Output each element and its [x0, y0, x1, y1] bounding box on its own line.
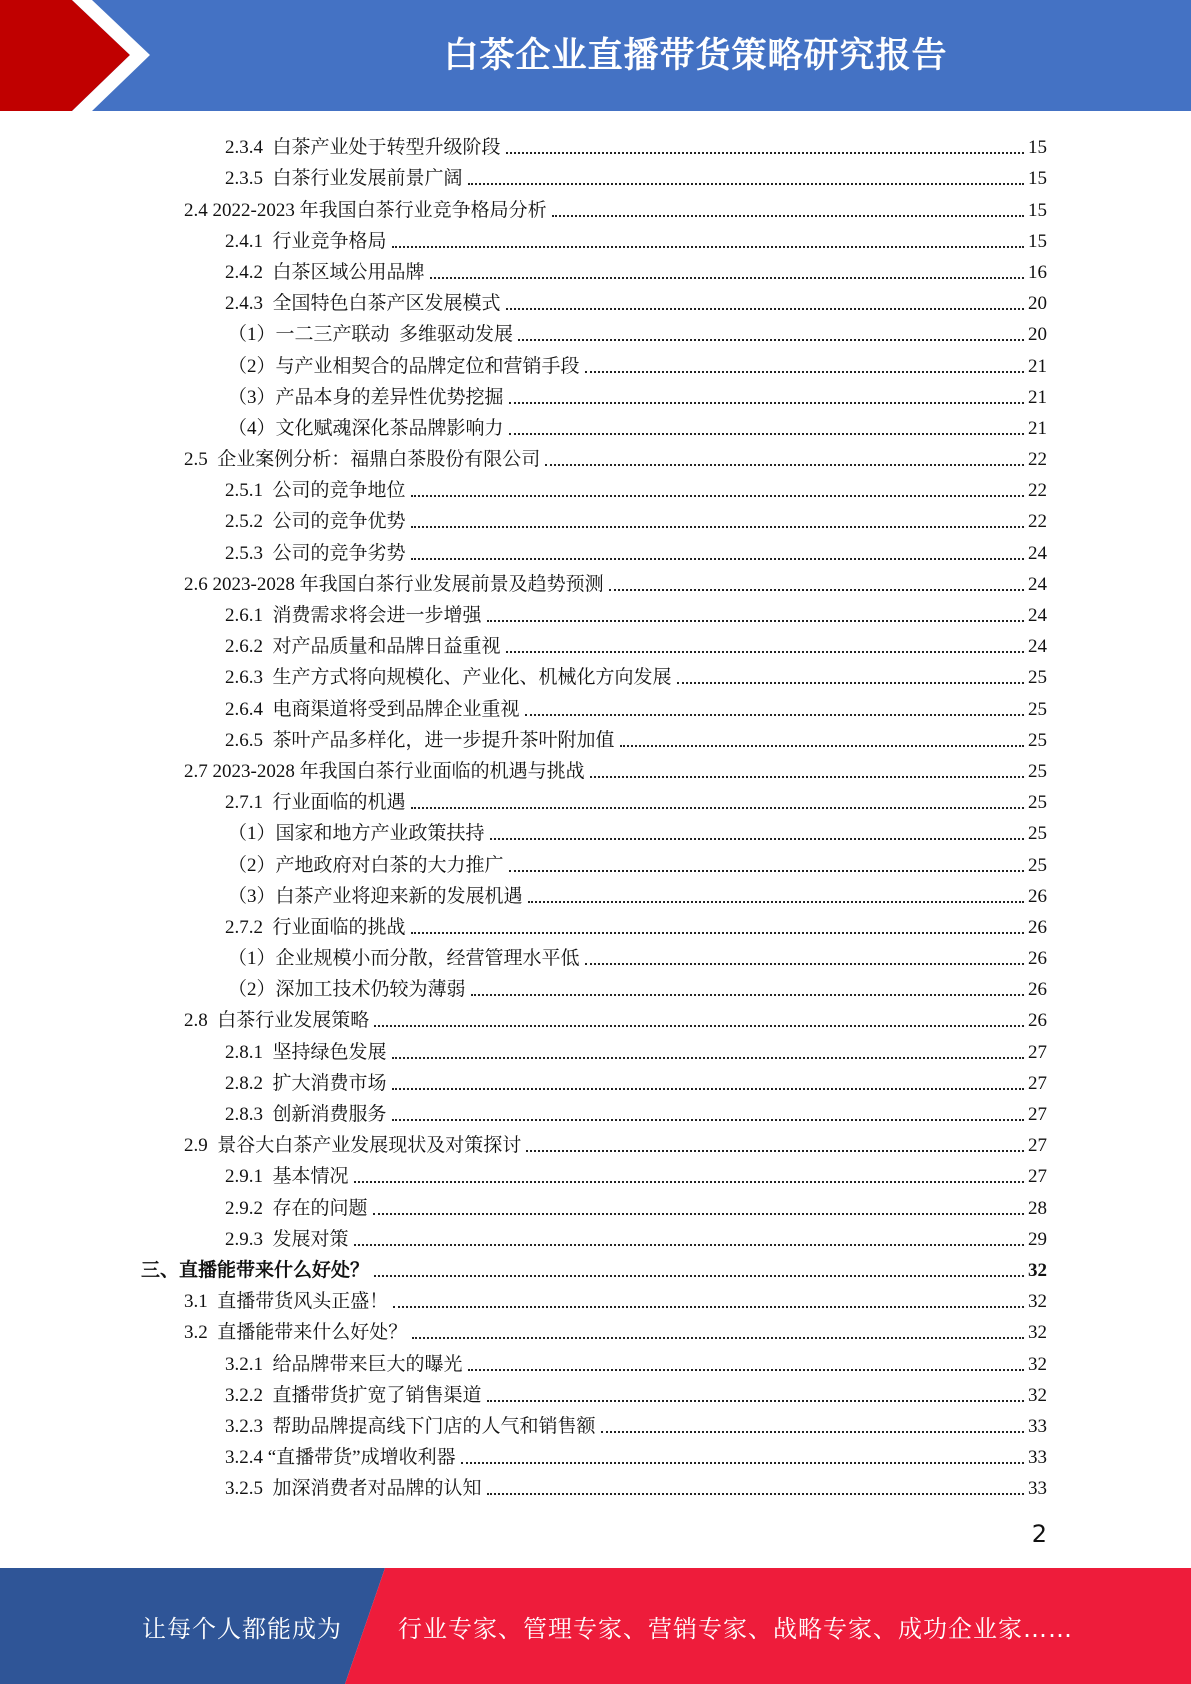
toc-dot-leader — [487, 620, 1024, 622]
toc-entry-page: 32 — [1028, 1291, 1047, 1313]
toc-entry[interactable] — [0, 939, 1191, 970]
toc-entry-label: 2.6.2 对产品质量和品牌日益重视 — [225, 636, 501, 658]
toc-dot-leader — [509, 433, 1024, 435]
toc-entry-label: 3.2.4 “直播带货”成增收利器 — [225, 1447, 456, 1469]
toc-entry[interactable] — [0, 627, 1191, 658]
toc-dot-leader — [412, 1337, 1024, 1339]
toc-entry[interactable] — [0, 877, 1191, 908]
toc-entry[interactable] — [0, 1469, 1191, 1500]
toc-dot-leader — [509, 870, 1024, 872]
toc-entry-page: 29 — [1028, 1228, 1047, 1250]
toc-entry[interactable] — [0, 814, 1191, 845]
toc-entry[interactable] — [0, 1032, 1191, 1063]
toc-dot-leader — [506, 308, 1024, 310]
toc-entry[interactable] — [0, 128, 1191, 159]
toc-entry-label: （1）一二三产联动 多维驱动发展 — [228, 324, 514, 346]
header-chevron-decoration — [0, 0, 170, 111]
toc-entry-label: 2.6 2023-2028 年我国白茶行业发展前景及趋势预测 — [184, 573, 604, 595]
toc-dot-leader — [392, 246, 1024, 248]
toc-dot-leader — [590, 776, 1024, 778]
toc-dot-leader — [526, 1150, 1024, 1152]
toc-entry[interactable] — [0, 721, 1191, 752]
toc-entry-label: 三、直播能带来什么好处？ — [141, 1259, 370, 1281]
toc-entry-page: 15 — [1028, 137, 1047, 159]
toc-entry-page: 24 — [1028, 573, 1047, 595]
toc-entry[interactable] — [0, 190, 1191, 221]
toc-entry[interactable] — [0, 1188, 1191, 1219]
toc-entry-page: 33 — [1028, 1447, 1047, 1469]
toc-entry[interactable] — [0, 1157, 1191, 1188]
toc-entry-page: 27 — [1028, 1072, 1047, 1094]
toc-entry-label: 2.4.1 行业竞争格局 — [225, 230, 387, 252]
toc-dot-leader — [411, 495, 1024, 497]
toc-entry-label: 3.2.2 直播带货扩宽了销售渠道 — [225, 1384, 482, 1406]
toc-entry[interactable] — [0, 533, 1191, 564]
toc-dot-leader — [430, 277, 1024, 279]
toc-entry-label: 2.4.2 白茶区域公用品牌 — [225, 261, 425, 283]
toc-entry-page: 25 — [1028, 792, 1047, 814]
toc-entry-label: 2.8.1 坚持绿色发展 — [225, 1041, 387, 1063]
toc-entry[interactable] — [0, 1095, 1191, 1126]
toc-entry-page: 24 — [1028, 605, 1047, 626]
toc-dot-leader — [411, 526, 1024, 528]
toc-dot-leader — [585, 963, 1024, 965]
page-number: 2 — [1031, 1520, 1047, 1548]
toc-entry[interactable] — [0, 378, 1191, 409]
toc-dot-leader — [461, 1462, 1024, 1464]
toc-dot-leader — [374, 1275, 1024, 1277]
toc-entry-label: 2.6.1 消费需求将会进一步增强 — [225, 605, 482, 626]
toc-dot-leader — [509, 402, 1024, 404]
toc-entry[interactable] — [0, 1282, 1191, 1313]
toc-dot-leader — [374, 1025, 1024, 1027]
footer-slogan-left: 让每个人都能成为 — [142, 1614, 342, 1643]
toc-entry-label: 2.6.4 电商渠道将受到品牌企业重视 — [225, 698, 520, 720]
toc-dot-leader — [411, 558, 1024, 560]
toc-entry-label: （4）文化赋魂深化茶品牌影响力 — [228, 417, 504, 439]
toc-entry[interactable] — [0, 1313, 1191, 1344]
toc-entry-page: 15 — [1028, 230, 1047, 252]
report-title: 白茶企业直播带货策略研究报告 — [443, 36, 948, 76]
toc-entry-label: 2.6.5 茶叶产品多样化，进一步提升茶叶附加值 — [225, 729, 615, 751]
toc-entry[interactable] — [0, 658, 1191, 689]
toc-dot-leader — [392, 1119, 1024, 1121]
toc-entry-page: 33 — [1028, 1478, 1047, 1500]
toc-dot-leader — [468, 183, 1024, 185]
toc-entry-page: 22 — [1028, 511, 1047, 533]
toc-entry-label: 2.7.2 行业面临的挑战 — [225, 916, 406, 938]
toc-dot-leader — [411, 932, 1024, 934]
toc-entry-label: 2.5 企业案例分析：福鼎白茶股份有限公司 — [184, 449, 541, 471]
toc-dot-leader — [609, 589, 1024, 591]
toc-entry-page: 21 — [1028, 417, 1047, 439]
toc-entry-page: 25 — [1028, 823, 1047, 845]
toc-dot-leader — [518, 339, 1024, 341]
toc-entry-page: 32 — [1028, 1384, 1047, 1406]
toc-entry-label: （2）深加工技术仍较为薄弱 — [228, 979, 466, 1001]
toc-dot-leader — [506, 651, 1024, 653]
toc-entry-label: （1）企业规模小而分散，经营管理水平低 — [228, 948, 580, 970]
toc-entry[interactable] — [0, 1344, 1191, 1375]
toc-entry-label: （3）产品本身的差异性优势挖掘 — [228, 386, 504, 408]
toc-entry-page: 26 — [1028, 979, 1047, 1001]
toc-entry-page: 26 — [1028, 1010, 1047, 1032]
toc-entry-page: 32 — [1028, 1322, 1047, 1344]
toc-entry-label: 2.3.5 白茶行业发展前景广阔 — [225, 168, 463, 190]
toc-entry-page: 27 — [1028, 1166, 1047, 1188]
toc-entry[interactable] — [0, 908, 1191, 939]
toc-entry-page: 16 — [1028, 261, 1047, 283]
toc-entry-label: 2.5.3 公司的竞争劣势 — [225, 542, 406, 564]
toc-entry-page: 22 — [1028, 480, 1047, 502]
toc-entry-label: （2）产地政府对白茶的大力推广 — [228, 854, 504, 876]
toc-entry[interactable] — [0, 845, 1191, 876]
toc-entry-page: 20 — [1028, 324, 1047, 346]
toc-entry[interactable] — [0, 315, 1191, 346]
toc-entry-label: 2.8.3 创新消费服务 — [225, 1104, 387, 1125]
toc-entry[interactable] — [0, 159, 1191, 190]
toc-entry-page: 25 — [1028, 698, 1047, 720]
toc-dot-leader — [392, 1057, 1024, 1059]
toc-entry-label: 2.4.3 全国特色白茶产区发展模式 — [225, 293, 501, 315]
toc-entry-label: 3.2.3 帮助品牌提高线下门店的人气和销售额 — [225, 1415, 596, 1437]
toc-entry-label: 2.5.1 公司的竞争地位 — [225, 480, 406, 502]
toc-entry-page: 26 — [1028, 885, 1047, 907]
toc-entry-page: 15 — [1028, 168, 1047, 190]
toc-entry-page: 24 — [1028, 542, 1047, 564]
toc-dot-leader — [392, 1088, 1024, 1090]
toc-entry[interactable] — [0, 783, 1191, 814]
toc-entry[interactable] — [0, 689, 1191, 720]
toc-dot-leader — [487, 1493, 1024, 1495]
toc-entry[interactable] — [0, 284, 1191, 315]
toc-dot-leader — [525, 714, 1024, 716]
toc-entry[interactable] — [0, 222, 1191, 253]
toc-entry[interactable] — [0, 440, 1191, 471]
toc-dot-leader — [620, 745, 1024, 747]
toc-entry[interactable] — [0, 1407, 1191, 1438]
toc-entry-label: 2.9.1 基本情况 — [225, 1166, 349, 1188]
toc-entry-page: 15 — [1028, 199, 1047, 221]
toc-entry-page: 25 — [1028, 854, 1047, 876]
footer-slogan-right: 行业专家、管理专家、营销专家、战略专家、成功企业家…… — [398, 1614, 1073, 1643]
toc-dot-leader — [468, 1369, 1024, 1371]
toc-entry-label: 2.6.3 生产方式将向规模化、产业化、机械化方向发展 — [225, 667, 672, 689]
toc-entry-label: 2.8 白茶行业发展策略 — [184, 1010, 370, 1032]
toc-dot-leader — [373, 1213, 1024, 1215]
toc-entry-label: （2）与产业相契合的品牌定位和营销手段 — [228, 355, 580, 377]
toc-entry-label: （3）白茶产业将迎来新的发展机遇 — [228, 885, 523, 907]
toc-entry-page: 27 — [1028, 1135, 1047, 1157]
toc-entry[interactable] — [0, 1064, 1191, 1095]
toc-entry-page: 20 — [1028, 293, 1047, 315]
toc-entry-page: 21 — [1028, 355, 1047, 377]
toc-dot-leader — [471, 994, 1024, 996]
toc-entry[interactable] — [0, 1220, 1191, 1251]
toc-entry[interactable] — [0, 596, 1191, 627]
page-footer — [0, 1568, 1191, 1684]
toc-entry[interactable] — [0, 970, 1191, 1001]
toc-dot-leader — [487, 1400, 1024, 1402]
toc-entry-label: 2.7.1 行业面临的机遇 — [225, 792, 406, 814]
toc-entry[interactable] — [0, 1251, 1191, 1282]
toc-entry-label: 2.9.2 存在的问题 — [225, 1197, 368, 1219]
toc-entry[interactable] — [0, 1376, 1191, 1407]
toc-entry-page: 27 — [1028, 1104, 1047, 1125]
page-header — [0, 0, 1191, 111]
toc-dot-leader — [552, 215, 1024, 217]
toc-entry[interactable] — [0, 565, 1191, 596]
toc-entry-page: 33 — [1028, 1415, 1047, 1437]
toc-entry-page: 26 — [1028, 916, 1047, 938]
toc-entry-label: 2.3.4 白茶产业处于转型升级阶段 — [225, 137, 501, 159]
toc-entry-page: 25 — [1028, 760, 1047, 782]
toc-entry-label: 3.2.5 加深消费者对品牌的认知 — [225, 1478, 482, 1500]
toc-entry[interactable] — [0, 253, 1191, 284]
toc-dot-leader — [506, 152, 1024, 154]
toc-entry[interactable] — [0, 1126, 1191, 1157]
toc-dot-leader — [411, 807, 1024, 809]
toc-entry[interactable] — [0, 471, 1191, 502]
toc-dot-leader — [490, 838, 1024, 840]
toc-entry-label: 2.8.2 扩大消费市场 — [225, 1072, 387, 1094]
toc-entry[interactable] — [0, 346, 1191, 377]
toc-dot-leader — [354, 1244, 1024, 1246]
toc-entry-label: 2.9.3 发展对策 — [225, 1228, 349, 1250]
toc-dot-leader — [528, 901, 1024, 903]
toc-entry-label: 2.7 2023-2028 年我国白茶行业面临的机遇与挑战 — [184, 760, 585, 782]
toc-dot-leader — [677, 682, 1024, 684]
toc-entry-label: 2.9 景谷大白茶产业发展现状及对策探讨 — [184, 1135, 522, 1157]
toc-entry-page: 26 — [1028, 948, 1047, 970]
table-of-contents — [0, 128, 1191, 1500]
toc-entry[interactable] — [0, 409, 1191, 440]
toc-entry-page: 32 — [1028, 1353, 1047, 1375]
toc-entry[interactable] — [0, 502, 1191, 533]
toc-dot-leader — [393, 1306, 1024, 1308]
toc-dot-leader — [601, 1431, 1024, 1433]
toc-entry-label: （1）国家和地方产业政策扶持 — [228, 823, 485, 845]
toc-dot-leader — [585, 371, 1024, 373]
toc-entry-page: 28 — [1028, 1197, 1047, 1219]
toc-entry-page: 24 — [1028, 636, 1047, 658]
toc-entry-label: 3.1 直播带货风头正盛！ — [184, 1291, 389, 1313]
toc-entry-label: 3.2.1 给品牌带来巨大的曝光 — [225, 1353, 463, 1375]
toc-entry-page: 27 — [1028, 1041, 1047, 1063]
toc-entry-page: 21 — [1028, 386, 1047, 408]
toc-entry-page: 25 — [1028, 667, 1047, 689]
toc-entry[interactable] — [0, 1438, 1191, 1469]
toc-entry-label: 2.5.2 公司的竞争优势 — [225, 511, 406, 533]
toc-dot-leader — [545, 464, 1024, 466]
toc-entry-page: 22 — [1028, 449, 1047, 471]
toc-entry[interactable] — [0, 752, 1191, 783]
toc-entry-page: 25 — [1028, 729, 1047, 751]
toc-entry[interactable] — [0, 1001, 1191, 1032]
toc-dot-leader — [354, 1181, 1024, 1183]
toc-entry-page: 32 — [1028, 1259, 1047, 1281]
toc-entry-label: 3.2 直播能带来什么好处？ — [184, 1322, 408, 1344]
toc-entry-label: 2.4 2022-2023 年我国白茶行业竞争格局分析 — [184, 199, 547, 221]
